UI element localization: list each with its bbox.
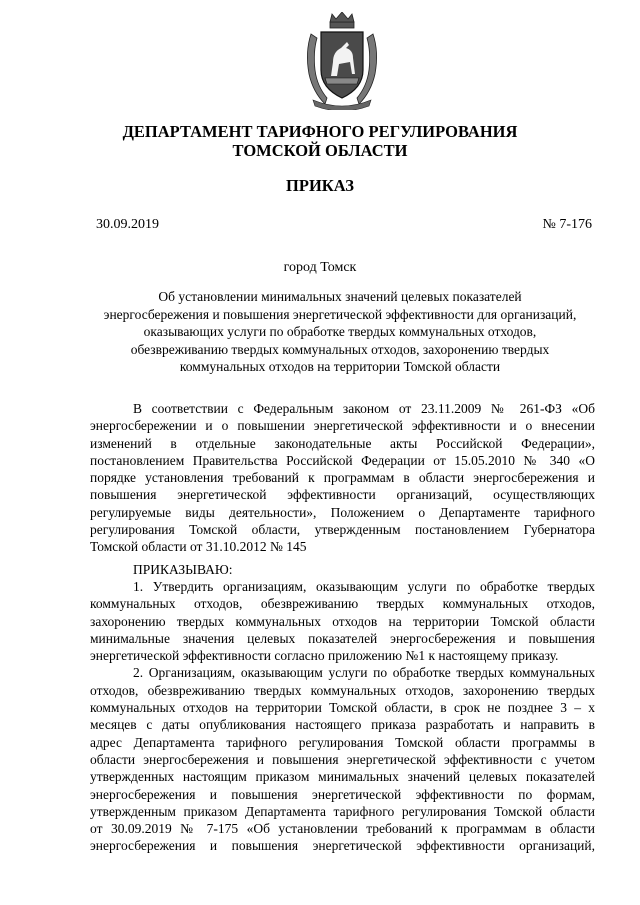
- preamble-line: энергосбережении и о повышении энергетической эффективности и о внесении: [90, 418, 595, 434]
- preamble-line: повышения энергетической эффективности организаций, осуществляющих: [90, 487, 595, 503]
- item-line: захоронению твердых коммунальных отходов на территории Томской области: [90, 613, 595, 629]
- document-type-title: ПРИКАЗ: [286, 176, 354, 195]
- department-title-line2: ТОМСКОЙ ОБЛАСТИ: [232, 141, 408, 160]
- subject-line: Об установлении минимальных значений целевых показателей: [158, 289, 522, 304]
- prikazyvayu-heading: ПРИКАЗЫВАЮ:: [133, 562, 233, 577]
- item-line: утвержденных настоящим приказом минимальных значений целевых показателей: [90, 769, 595, 785]
- subject-line: оказывающих услуги по обработке твердых коммунальных отходов,: [143, 324, 537, 340]
- item-line: адрес Департамента тарифного регулирования Томской области программы в: [90, 734, 595, 750]
- item-line: энергосбережения и повышения энергетической эффективности организаций,: [90, 838, 595, 854]
- preamble-line: регулирования Томской области, утвержденным постановлением Губернатора: [90, 522, 595, 538]
- item-line: коммунальных отходов, обезвреживанию твердых коммунальных отходов,: [90, 596, 595, 612]
- subject-line: коммунальных отходов на территории Томской области: [179, 359, 501, 375]
- item-line: энергосбережения и повышения энергетической эффективности по формам,: [90, 786, 595, 802]
- preamble-line: порядке установления требований к программам в области энергосбережения и: [90, 470, 595, 486]
- document-number: № 7-176: [542, 217, 592, 232]
- item-line: коммунальных отходов на территории Томской области, в срок не позднее 3 – х: [90, 700, 595, 716]
- item-line: отходов, обезвреживанию твердых коммунальных отходов, захоронению твердых: [90, 682, 595, 698]
- subject-line: энергосбережения и повышения энергетической эффективности для организаций,: [103, 306, 577, 322]
- item-line: 1. Утвердить организациям, оказывающим услуги по обработке твердых: [133, 579, 595, 594]
- order-items: [90, 578, 595, 855]
- preamble-line: постановлением Правительства Российской Федерации от 15.05.2010 № 340 «О: [90, 452, 595, 468]
- preamble-line: Томской области от 31.10.2012 № 145: [90, 539, 307, 555]
- preamble-line: В соответствии с Федеральным законом от 23.11.2009 № 261-ФЗ «Об: [133, 401, 595, 416]
- item-line: 2. Организациям, оказывающим услуги по обработке твердых коммунальных: [133, 665, 595, 681]
- preamble-paragraph: [90, 400, 595, 556]
- document-subject: [80, 288, 600, 376]
- coat-of-arms-emblem: [303, 12, 381, 110]
- item-line: месяцев с даты опубликования настоящего приказа разработать и направить в: [90, 717, 595, 733]
- item-line: минимальные значения целевых показателей энергосбережения и повышения: [90, 630, 595, 646]
- preamble-line: изменений в отдельные законодательные акты Российской Федерации»,: [90, 435, 595, 451]
- item-line: области энергосбережения и повышения энергетической эффективности с учетом: [90, 751, 595, 767]
- department-title-line1: ДЕПАРТАМЕНТ ТАРИФНОГО РЕГУЛИРОВАНИЯ: [122, 122, 518, 141]
- document-city: город Томск: [283, 260, 357, 275]
- subject-line: обезвреживанию твердых коммунальных отходов, захоронению твердых: [130, 341, 550, 357]
- document-date: 30.09.2019: [96, 217, 159, 232]
- item-line: энергетической эффективности согласно приложению №1 к настоящему приказу.: [90, 648, 559, 664]
- preamble-line: регулируемые виды деятельности», Положением о Департаменте тарифного: [90, 504, 595, 520]
- item-line: от 30.09.2019 № 7-175 «Об установлении требований к программам в области: [90, 821, 595, 837]
- item-line: утвержденным приказом Департамента тарифного регулирования Томской области: [90, 803, 595, 819]
